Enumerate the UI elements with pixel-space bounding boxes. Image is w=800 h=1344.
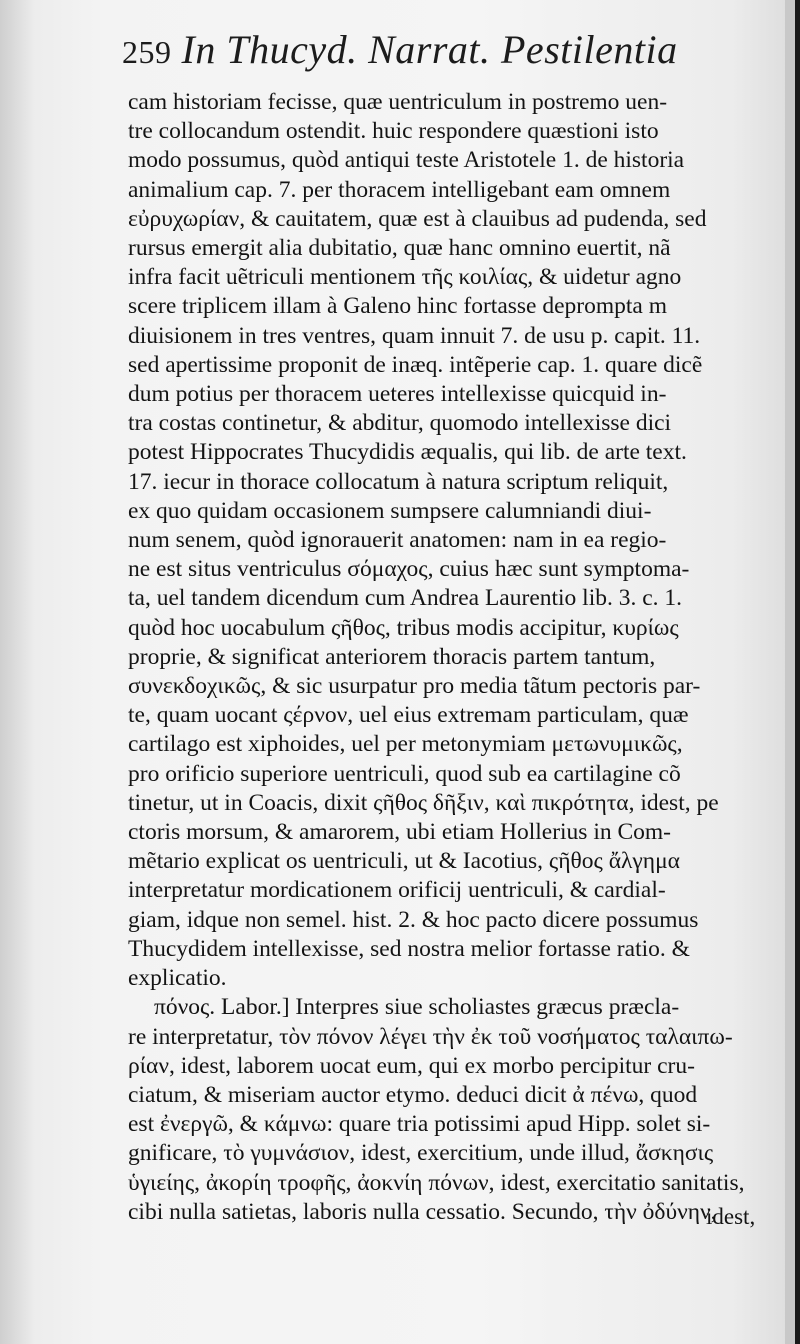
gutter-shadow (0, 0, 34, 1344)
text-line: est ἐνεργῶ, & κάμνω: quare tria potissimi apud Hipp. solet si- (128, 1111, 711, 1138)
text-line: infra facit uẽtriculi mentionem τῆς κοιλίας, & uidetur agno (128, 264, 682, 291)
text-line: re interpretatur, τὸν πόνον λέγει τὴν ἐκ τοῦ νοσήματος ταλαιπω- (128, 1023, 733, 1050)
text-line: scere triplicem illam à Galeno hinc fortasse deprompta m (128, 293, 667, 320)
text-line: ex quo quidam occasionem sumpsere calumniandi diui- (128, 497, 652, 524)
text-line: dum potius per thoracem ueteres intellexisse quicquid in- (128, 381, 667, 408)
text-line: giam, idque non semel. hist. 2. & hoc pacto dicere possumus (128, 906, 699, 933)
text-line: ctoris morsum, & amarorem, ubi etiam Hollerius in Com- (128, 819, 672, 846)
text-line: diuisionem in tres ventres, quam innuit 7. de usu p. capit. 11. (128, 322, 701, 349)
text-line: potest Hippocrates Thucydidis æqualis, qui lib. de arte text. (128, 439, 687, 466)
text-line: ta, uel tandem dicendum cum Andrea Laurentio lib. 3. c. 1. (128, 585, 683, 612)
text-line: cam historiam fecisse, quæ uentriculum in postremo uen- (128, 89, 668, 115)
page-number: 259 (122, 34, 172, 70)
running-title: In Thucyd. Narrat. Pestilentia (181, 27, 678, 72)
text-line: ciatum, & miseriam auctor etymo. deduci dicit ἀ πένω, quod (128, 1081, 698, 1108)
text-line: 17. iecur in thorace collocatum à natura scriptum reliquit, (128, 468, 669, 495)
page-edge (785, 0, 795, 1344)
text-line: quòd hoc uocabulum ςῆθος, tribus modis accipitur, κυρίως (128, 614, 679, 641)
text-line: cartilago est xiphoides, uel per metonymiam μετωνυμικῶς, (128, 731, 683, 758)
catchword: idest, (706, 1204, 756, 1229)
text-line: ρίαν, idest, laborem uocat eum, qui ex morbo percipitur cru- (128, 1052, 695, 1079)
body-text (128, 88, 776, 1227)
text-line: explicatio. (128, 965, 227, 992)
text-line: te, quam uocant ςέρνον, uel eius extremam particulam, quæ (128, 702, 689, 729)
text-line: tra costas continetur, & abditur, quomodo intellexisse dici (128, 410, 672, 437)
text-line: gnificare, τὸ γυμνάσιον, idest, exercitium, unde illud, ἄσκησις (128, 1140, 714, 1167)
text-line: Thucydidem intellexisse, sed nostra melior fortasse ratio. & (128, 935, 690, 962)
text-line: συνεκδοχικῶς, & sic usurpatur pro media tãtum pectoris par- (128, 673, 701, 700)
text-line: ὑγιείης, ἀκορίη τροφῆς, ἀοκνίη πόνων, idest, exercitatio sanitatis, (128, 1169, 745, 1196)
text-line: πόνος. Labor.] Interpres siue scholiastes græcus præcla- (154, 994, 680, 1021)
text-line: pro orificio superiore uentriculi, quod sub ea cartilagine cõ (128, 760, 681, 787)
text-line: modo possumus, quòd antiqui teste Aristotele 1. de historia (128, 147, 685, 174)
text-line: sed apertissime proponit de inæq. intẽperie cap. 1. quare dicẽ (128, 351, 703, 378)
text-line: animalium cap. 7. per thoracem intelligebant eam omnem (128, 176, 671, 203)
running-header (122, 26, 782, 73)
text-line: εὐρυχωρίαν, & cauitatem, quæ est à clauibus ad pudenda, sed (128, 205, 707, 232)
text-line: cibi nulla satietas, laboris nulla cessatio. Secundo, τὴν ὀδύνην, (128, 1198, 717, 1225)
text-line: tinetur, ut in Coacis, dixit ςῆθος δῆξιν, καὶ πικρότητα, idest, pe (128, 789, 719, 816)
text-line: ne est situs ventriculus σόμαχος, cuius hæc sunt symptoma- (128, 556, 690, 583)
text-line: proprie, & significat anteriorem thoracis partem tantum, (128, 643, 656, 670)
text-line: num senem, quòd ignorauerit anatomen: nam in ea regio- (128, 527, 667, 554)
text-line: interpretatur mordicationem orificij uentriculi, & cardial- (128, 877, 666, 904)
text-line: rursus emergit alia dubitatio, quæ hanc omnino euertit, nã (128, 235, 671, 262)
text-line: mẽtario explicat os uentriculi, ut & Iacotius, ςῆθος ἄλγημα (128, 848, 680, 875)
text-line: tre collocandum ostendit. huic respondere quæstioni isto (128, 118, 659, 145)
